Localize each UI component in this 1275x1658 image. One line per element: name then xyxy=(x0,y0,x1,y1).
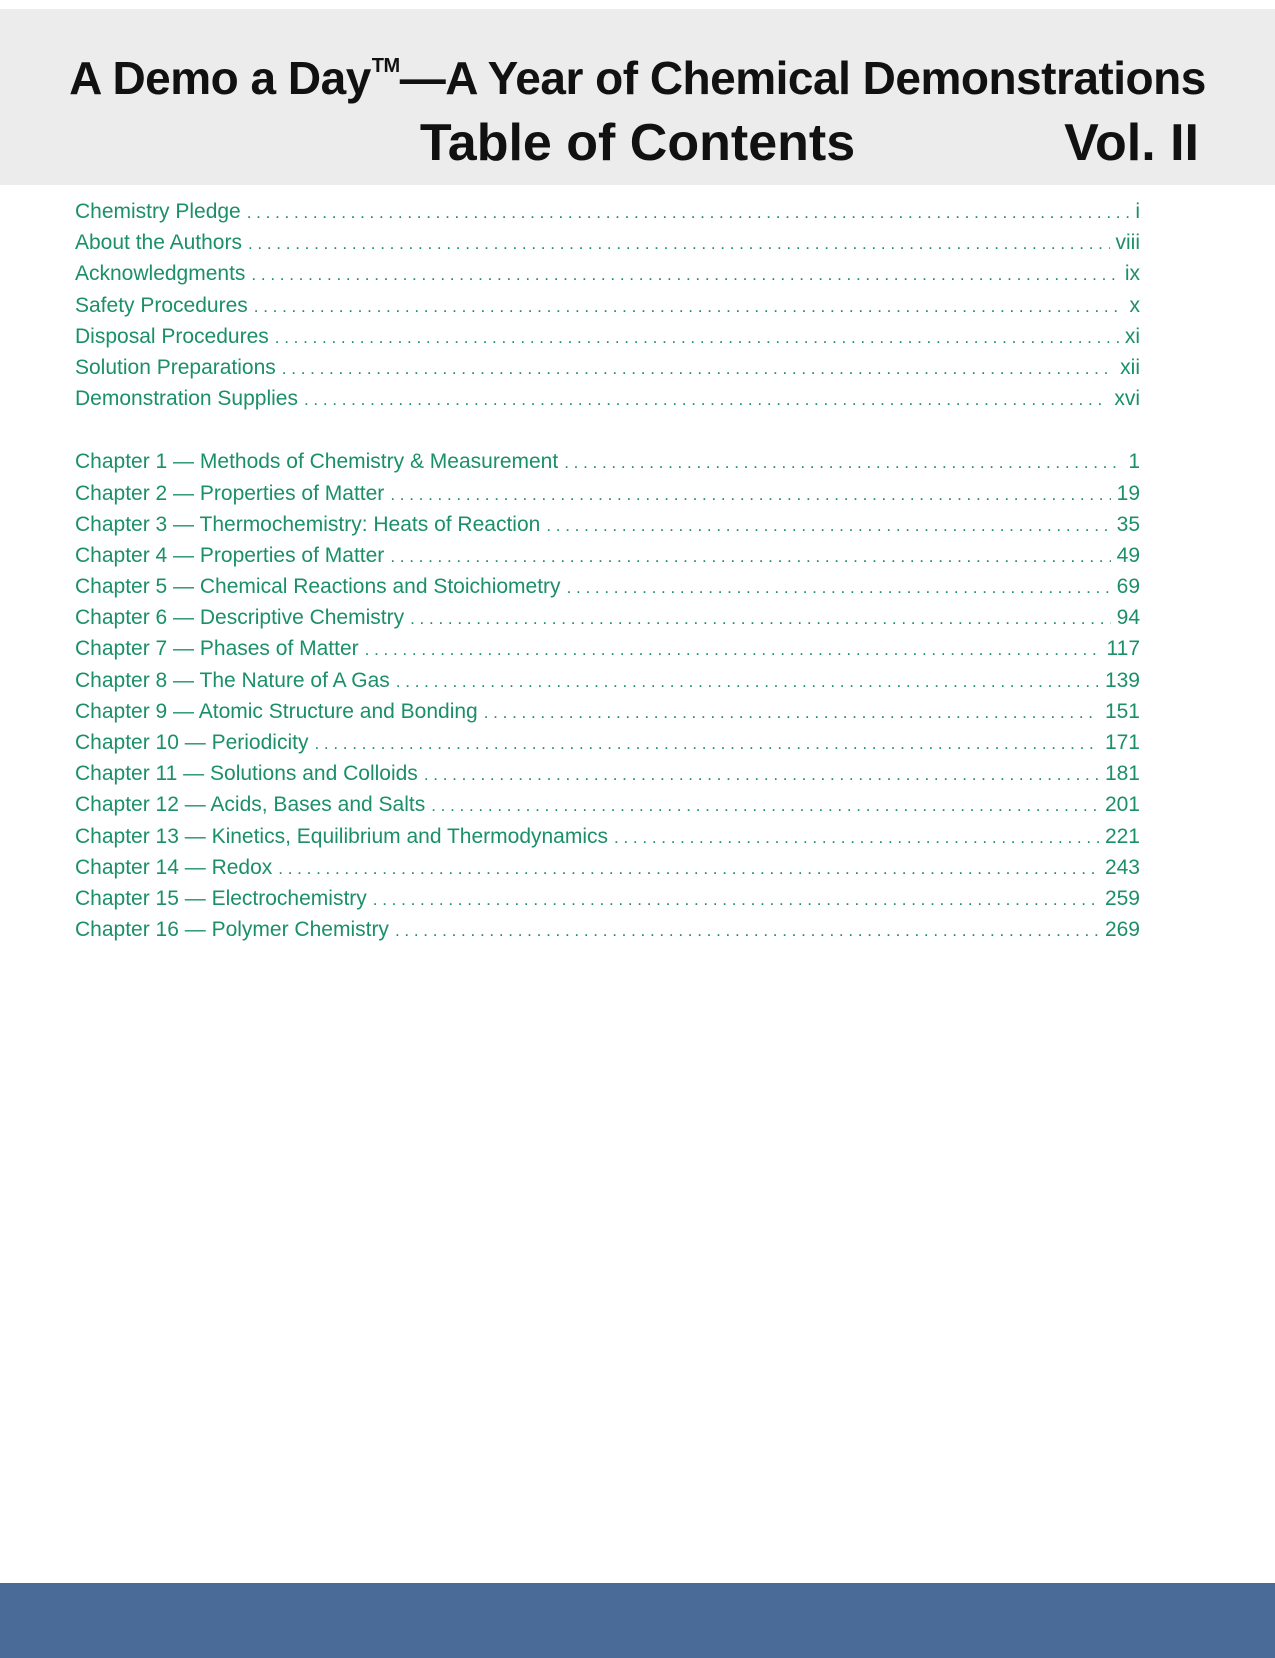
page-title: Table of Contents xyxy=(419,114,856,172)
entry-page-number: 171 xyxy=(1104,731,1140,754)
toc-entry-chapter[interactable] xyxy=(75,856,1140,887)
dot-leader xyxy=(396,669,1099,693)
toc-entry-chapter[interactable] xyxy=(75,450,1140,481)
dot-leader xyxy=(484,700,1099,724)
entry-title: Chapter 10 — Periodicity xyxy=(75,731,309,754)
toc-entry-chapter[interactable] xyxy=(75,606,1140,637)
header-band xyxy=(0,9,1275,185)
footer-band xyxy=(0,1583,1275,1658)
entry-title: Chapter 6 — Descriptive Chemistry xyxy=(75,606,405,630)
series-title xyxy=(0,51,1275,105)
entry-page-number: 19 xyxy=(1116,481,1140,505)
toc-entry-front-matter[interactable] xyxy=(75,325,1140,356)
toc-entry-front-matter[interactable] xyxy=(75,387,1140,418)
entry-page-number: 221 xyxy=(1104,824,1140,848)
entry-title: Chapter 15 — Electrochemistry xyxy=(75,886,367,910)
entry-page-number: 49 xyxy=(1116,543,1140,567)
entry-page-number: 269 xyxy=(1104,918,1140,942)
toc-entry-chapter[interactable] xyxy=(75,669,1140,700)
dot-leader xyxy=(431,793,1099,817)
entry-title: Chapter 3 — Thermochemistry: Heats of Reaction xyxy=(75,512,541,536)
toc-entry-chapter[interactable] xyxy=(75,482,1140,513)
entry-page-number: ix xyxy=(1124,262,1140,286)
entry-title: Acknowledgments xyxy=(75,262,246,286)
dot-leader xyxy=(410,606,1111,630)
trademark-symbol: TM xyxy=(371,55,400,77)
entry-page-number: 1 xyxy=(1128,450,1140,474)
toc-entry-chapter[interactable] xyxy=(75,918,1140,949)
entry-title: Chapter 16 — Polymer Chemistry xyxy=(75,918,389,942)
entry-title: Chapter 12 — Acids, Bases and Salts xyxy=(75,793,426,817)
toc-entry-chapter[interactable] xyxy=(75,544,1140,575)
dot-leader xyxy=(304,387,1108,411)
entry-title: Chapter 4 — Properties of Matter xyxy=(75,543,385,567)
entry-title: Chapter 5 — Chemical Reactions and Stoichiometry xyxy=(75,575,561,599)
dot-leader xyxy=(248,231,1110,255)
toc-entry-chapter[interactable] xyxy=(75,793,1140,824)
entry-title: Chapter 1 — Methods of Chemistry & Measurement xyxy=(75,450,559,474)
dot-leader xyxy=(275,325,1119,349)
entry-title: Chapter 13 — Kinetics, Equilibrium and Thermodynamics xyxy=(75,824,609,848)
entry-title: Chemistry Pledge xyxy=(75,200,241,223)
dot-leader xyxy=(373,887,1099,911)
toc-entry-chapter[interactable] xyxy=(75,731,1140,762)
entry-page-number: x xyxy=(1129,293,1140,317)
series-title-subtitle: —A Year of Chemical Demonstrations xyxy=(399,52,1206,104)
dot-leader xyxy=(282,356,1114,380)
dot-leader xyxy=(365,637,1101,661)
volume-label: Vol. II xyxy=(1064,114,1199,172)
toc-entry-chapter[interactable] xyxy=(75,825,1140,856)
dot-leader xyxy=(278,856,1099,880)
entry-title: Solution Preparations xyxy=(75,355,276,379)
entry-page-number: 181 xyxy=(1104,762,1140,786)
series-title-name: A Demo a Day xyxy=(69,52,371,104)
entry-page-number: 151 xyxy=(1104,699,1140,723)
dot-leader xyxy=(254,294,1124,318)
toc-entry-chapter[interactable] xyxy=(75,887,1140,918)
entry-page-number: 243 xyxy=(1104,855,1140,879)
toc-entry-front-matter[interactable] xyxy=(75,294,1140,325)
dot-leader xyxy=(567,575,1111,599)
toc-entry-chapter[interactable] xyxy=(75,700,1140,731)
dot-leader xyxy=(247,200,1130,224)
entry-title: Disposal Procedures xyxy=(75,324,269,348)
entry-title: About the Authors xyxy=(75,231,242,255)
dot-leader xyxy=(314,731,1099,755)
dot-leader xyxy=(614,825,1099,849)
entry-page-number: 139 xyxy=(1104,668,1140,692)
entry-title: Chapter 11 — Solutions and Colloids xyxy=(75,762,418,786)
entry-page-number: 259 xyxy=(1104,886,1140,910)
toc-entry-front-matter[interactable] xyxy=(75,356,1140,387)
chapter-list xyxy=(75,450,1140,949)
top-margin xyxy=(0,0,1275,9)
dot-leader xyxy=(251,262,1118,286)
toc-entry-front-matter[interactable] xyxy=(75,231,1140,262)
dot-leader xyxy=(390,544,1110,568)
entry-title: Chapter 7 — Phases of Matter xyxy=(75,637,359,661)
entry-title: Safety Procedures xyxy=(75,293,248,317)
toc-entry-chapter[interactable] xyxy=(75,637,1140,668)
entry-title: Chapter 9 — Atomic Structure and Bonding xyxy=(75,699,478,723)
dot-leader xyxy=(390,482,1110,506)
dot-leader xyxy=(424,762,1099,786)
entry-page-number: 69 xyxy=(1116,575,1140,599)
entry-page-number: 94 xyxy=(1116,606,1140,630)
entry-page-number: 117 xyxy=(1106,637,1140,661)
entry-title: Chapter 8 — The Nature of A Gas xyxy=(75,668,390,692)
entry-title: Demonstration Supplies xyxy=(75,387,298,411)
dot-leader xyxy=(395,918,1099,942)
toc-entry-front-matter[interactable] xyxy=(75,262,1140,293)
front-matter-list xyxy=(75,200,1140,418)
toc-entry-front-matter[interactable] xyxy=(75,200,1140,231)
entry-page-number: xvi xyxy=(1114,387,1140,411)
toc-entry-chapter[interactable] xyxy=(75,575,1140,606)
entry-page-number: xi xyxy=(1124,324,1140,348)
entry-title: Chapter 14 — Redox xyxy=(75,855,273,879)
entry-title: Chapter 2 — Properties of Matter xyxy=(75,481,385,505)
entry-page-number: 201 xyxy=(1104,793,1140,817)
toc-entry-chapter[interactable] xyxy=(75,513,1140,544)
entry-page-number: xii xyxy=(1120,355,1140,379)
entry-page-number: viii xyxy=(1115,231,1140,255)
dot-leader xyxy=(564,450,1122,474)
entry-page-number: i xyxy=(1135,200,1140,223)
toc-entry-chapter[interactable] xyxy=(75,762,1140,793)
dot-leader xyxy=(546,513,1110,537)
entry-page-number: 35 xyxy=(1116,512,1140,536)
table-of-contents xyxy=(75,200,1140,949)
